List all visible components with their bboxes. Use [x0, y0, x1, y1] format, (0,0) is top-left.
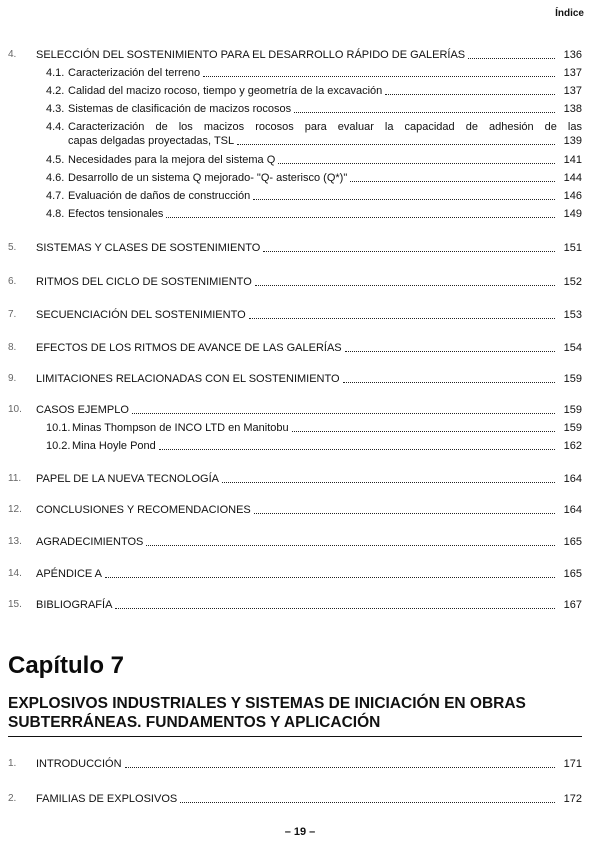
page-number: – 19 –: [284, 826, 316, 838]
toc-number: 9.: [8, 373, 17, 384]
toc-page: 139: [563, 135, 582, 147]
leader-dots: [125, 766, 555, 768]
toc-entry-10-2[interactable]: [46, 439, 582, 453]
leader-dots: [294, 111, 555, 113]
toc-entry-4-7[interactable]: [46, 189, 582, 203]
toc-title-line1: Caracterización de los macizos rocosos para evaluar la capacidad de adhesión de las: [68, 121, 582, 133]
toc-title: EFECTOS DE LOS RITMOS DE AVANCE DE LAS GALERÍAS: [36, 342, 342, 354]
toc-entry-4-1[interactable]: [46, 66, 582, 80]
leader-dots: [115, 607, 555, 609]
toc-entry-4[interactable]: [8, 48, 582, 62]
toc-title: CASOS EJEMPLO: [36, 404, 129, 416]
toc-entry-ch7-2[interactable]: [8, 792, 582, 806]
toc-entry-12[interactable]: [8, 503, 582, 517]
toc-page: 152: [563, 276, 582, 288]
toc-number: 10.1.: [46, 422, 71, 434]
toc-entry-5[interactable]: [8, 241, 582, 255]
leader-dots: [350, 180, 555, 182]
toc-number: 15.: [8, 599, 22, 610]
toc-number: 4.2.: [46, 85, 65, 97]
toc-number: 6.: [8, 276, 17, 287]
toc-title: Efectos tensionales: [68, 208, 164, 220]
toc-entry-6[interactable]: [8, 275, 582, 289]
toc-page: 153: [563, 309, 582, 321]
toc-page: 144: [563, 172, 582, 184]
leader-dots: [292, 430, 555, 432]
toc-number: 4.5.: [46, 154, 65, 166]
toc-entry-9[interactable]: [8, 372, 582, 386]
toc-page: 151: [563, 242, 582, 254]
toc-number: 14.: [8, 568, 22, 579]
toc-number: 2.: [8, 793, 17, 804]
toc-title: PAPEL DE LA NUEVA TECNOLOGÍA: [36, 473, 219, 485]
toc-entry-8[interactable]: [8, 341, 582, 355]
toc-number: 10.2.: [46, 440, 71, 452]
leader-dots: [166, 216, 555, 218]
toc-title: LIMITACIONES RELACIONADAS CON EL SOSTENIMIENTO: [36, 373, 340, 385]
chapter-title-line1: EXPLOSIVOS INDUSTRIALES Y SISTEMAS DE INICIACIÓN EN OBRAS: [8, 695, 526, 712]
toc-number: 10.: [8, 404, 22, 415]
chapter-rule: [8, 736, 582, 737]
leader-dots: [263, 250, 555, 252]
leader-dots: [180, 801, 555, 803]
toc-entry-ch7-1[interactable]: [8, 757, 582, 771]
toc-page: 149: [563, 208, 582, 220]
leader-dots: [343, 381, 555, 383]
toc-entry-4-4[interactable]: [46, 120, 582, 148]
toc-number: 4.: [8, 49, 17, 60]
leader-dots: [255, 284, 555, 286]
toc-title: Sistemas de clasificación de macizos rocosos: [68, 103, 292, 115]
toc-number: 4.8.: [46, 208, 65, 220]
toc-number: 4.4.: [46, 121, 65, 133]
toc-title: Necesidades para la mejora del sistema Q: [68, 154, 276, 166]
toc-title-line2: capas delgadas proyectadas, TSL: [68, 135, 235, 147]
toc-number: 4.7.: [46, 190, 65, 202]
toc-title: Caracterización del terreno: [68, 67, 201, 79]
toc-page: 159: [563, 422, 582, 434]
toc-page: 165: [563, 536, 582, 548]
running-header: Índice: [555, 8, 584, 19]
toc-title: Mina Hoyle Pond: [72, 440, 156, 452]
toc-page: 167: [563, 599, 582, 611]
toc-entry-4-5[interactable]: [46, 153, 582, 167]
leader-dots: [254, 512, 555, 514]
leader-dots: [468, 57, 555, 59]
toc-page: 162: [563, 440, 582, 452]
toc-page: 164: [563, 504, 582, 516]
toc-number: 7.: [8, 309, 17, 320]
toc-number: 1.: [8, 758, 17, 769]
toc-title: SECUENCIACIÓN DEL SOSTENIMIENTO: [36, 309, 246, 321]
toc-entry-10-1[interactable]: [46, 421, 582, 435]
toc-entry-10[interactable]: [8, 403, 582, 417]
toc-title: Desarrollo de un sistema Q mejorado- "Q- asterisco (Q*)": [68, 172, 348, 184]
leader-dots: [146, 544, 555, 546]
toc-entry-4-8[interactable]: [46, 207, 582, 221]
toc-entry-13[interactable]: [8, 535, 582, 549]
leader-dots: [222, 481, 555, 483]
toc-entry-15[interactable]: [8, 598, 582, 612]
toc-title: SISTEMAS Y CLASES DE SOSTENIMIENTO: [36, 242, 261, 254]
toc-page: 165: [563, 568, 582, 580]
toc-page: 159: [563, 373, 582, 385]
toc-title: INTRODUCCIÓN: [36, 758, 122, 770]
toc-page: 136: [563, 49, 582, 61]
toc-number: 11.: [8, 473, 22, 484]
leader-dots: [105, 576, 555, 578]
leader-dots: [237, 143, 555, 145]
leader-dots: [249, 317, 555, 319]
toc-entry-4-3[interactable]: [46, 102, 582, 116]
leader-dots: [203, 75, 555, 77]
toc-number: 4.6.: [46, 172, 65, 184]
toc-title: BIBLIOGRAFÍA: [36, 599, 113, 611]
toc-page: 137: [563, 67, 582, 79]
toc-title: Minas Thompson de INCO LTD en Manitobu: [72, 422, 289, 434]
toc-number: 5.: [8, 242, 17, 253]
toc-entry-4-2[interactable]: [46, 84, 582, 98]
leader-dots: [278, 162, 555, 164]
toc-title: CONCLUSIONES Y RECOMENDACIONES: [36, 504, 251, 516]
toc-number: 4.1.: [46, 67, 65, 79]
toc-page: 164: [563, 473, 582, 485]
leader-dots: [253, 198, 555, 200]
toc-title: RITMOS DEL CICLO DE SOSTENIMIENTO: [36, 276, 252, 288]
toc-entry-14[interactable]: [8, 567, 582, 581]
toc-number: 12.: [8, 504, 22, 515]
toc-page: 146: [563, 190, 582, 202]
leader-dots: [132, 412, 555, 414]
toc-entry-7[interactable]: [8, 308, 582, 322]
toc-number: 8.: [8, 342, 17, 353]
toc-page: 138: [563, 103, 582, 115]
toc-title: APÉNDICE A: [36, 568, 103, 580]
toc-title: Evaluación de daños de construcción: [68, 190, 251, 202]
chapter-title-line2: SUBTERRÁNEAS. FUNDAMENTOS Y APLICACIÓN: [8, 714, 381, 731]
chapter-title: [8, 694, 578, 732]
toc-title: SELECCIÓN DEL SOSTENIMIENTO PARA EL DESARROLLO RÁPIDO DE GALERÍAS: [36, 49, 466, 61]
toc-page: 171: [563, 758, 582, 770]
leader-dots: [159, 448, 555, 450]
toc-entry-11[interactable]: [8, 472, 582, 486]
toc-page: 141: [563, 154, 582, 166]
toc-page: 172: [563, 793, 582, 805]
toc-title: AGRADECIMIENTOS: [36, 536, 144, 548]
toc-page: 137: [563, 85, 582, 97]
toc-number: 13.: [8, 536, 22, 547]
leader-dots: [345, 350, 555, 352]
toc-title: FAMILIAS DE EXPLOSIVOS: [36, 793, 178, 805]
toc-entry-4-6[interactable]: [46, 171, 582, 185]
toc-title: Calidad del macizo rocoso, tiempo y geometría de la excavación: [68, 85, 383, 97]
toc-page: 154: [563, 342, 582, 354]
chapter-label: Capítulo 7: [8, 652, 125, 679]
toc-number: 4.3.: [46, 103, 65, 115]
leader-dots: [385, 93, 555, 95]
toc-page: 159: [563, 404, 582, 416]
